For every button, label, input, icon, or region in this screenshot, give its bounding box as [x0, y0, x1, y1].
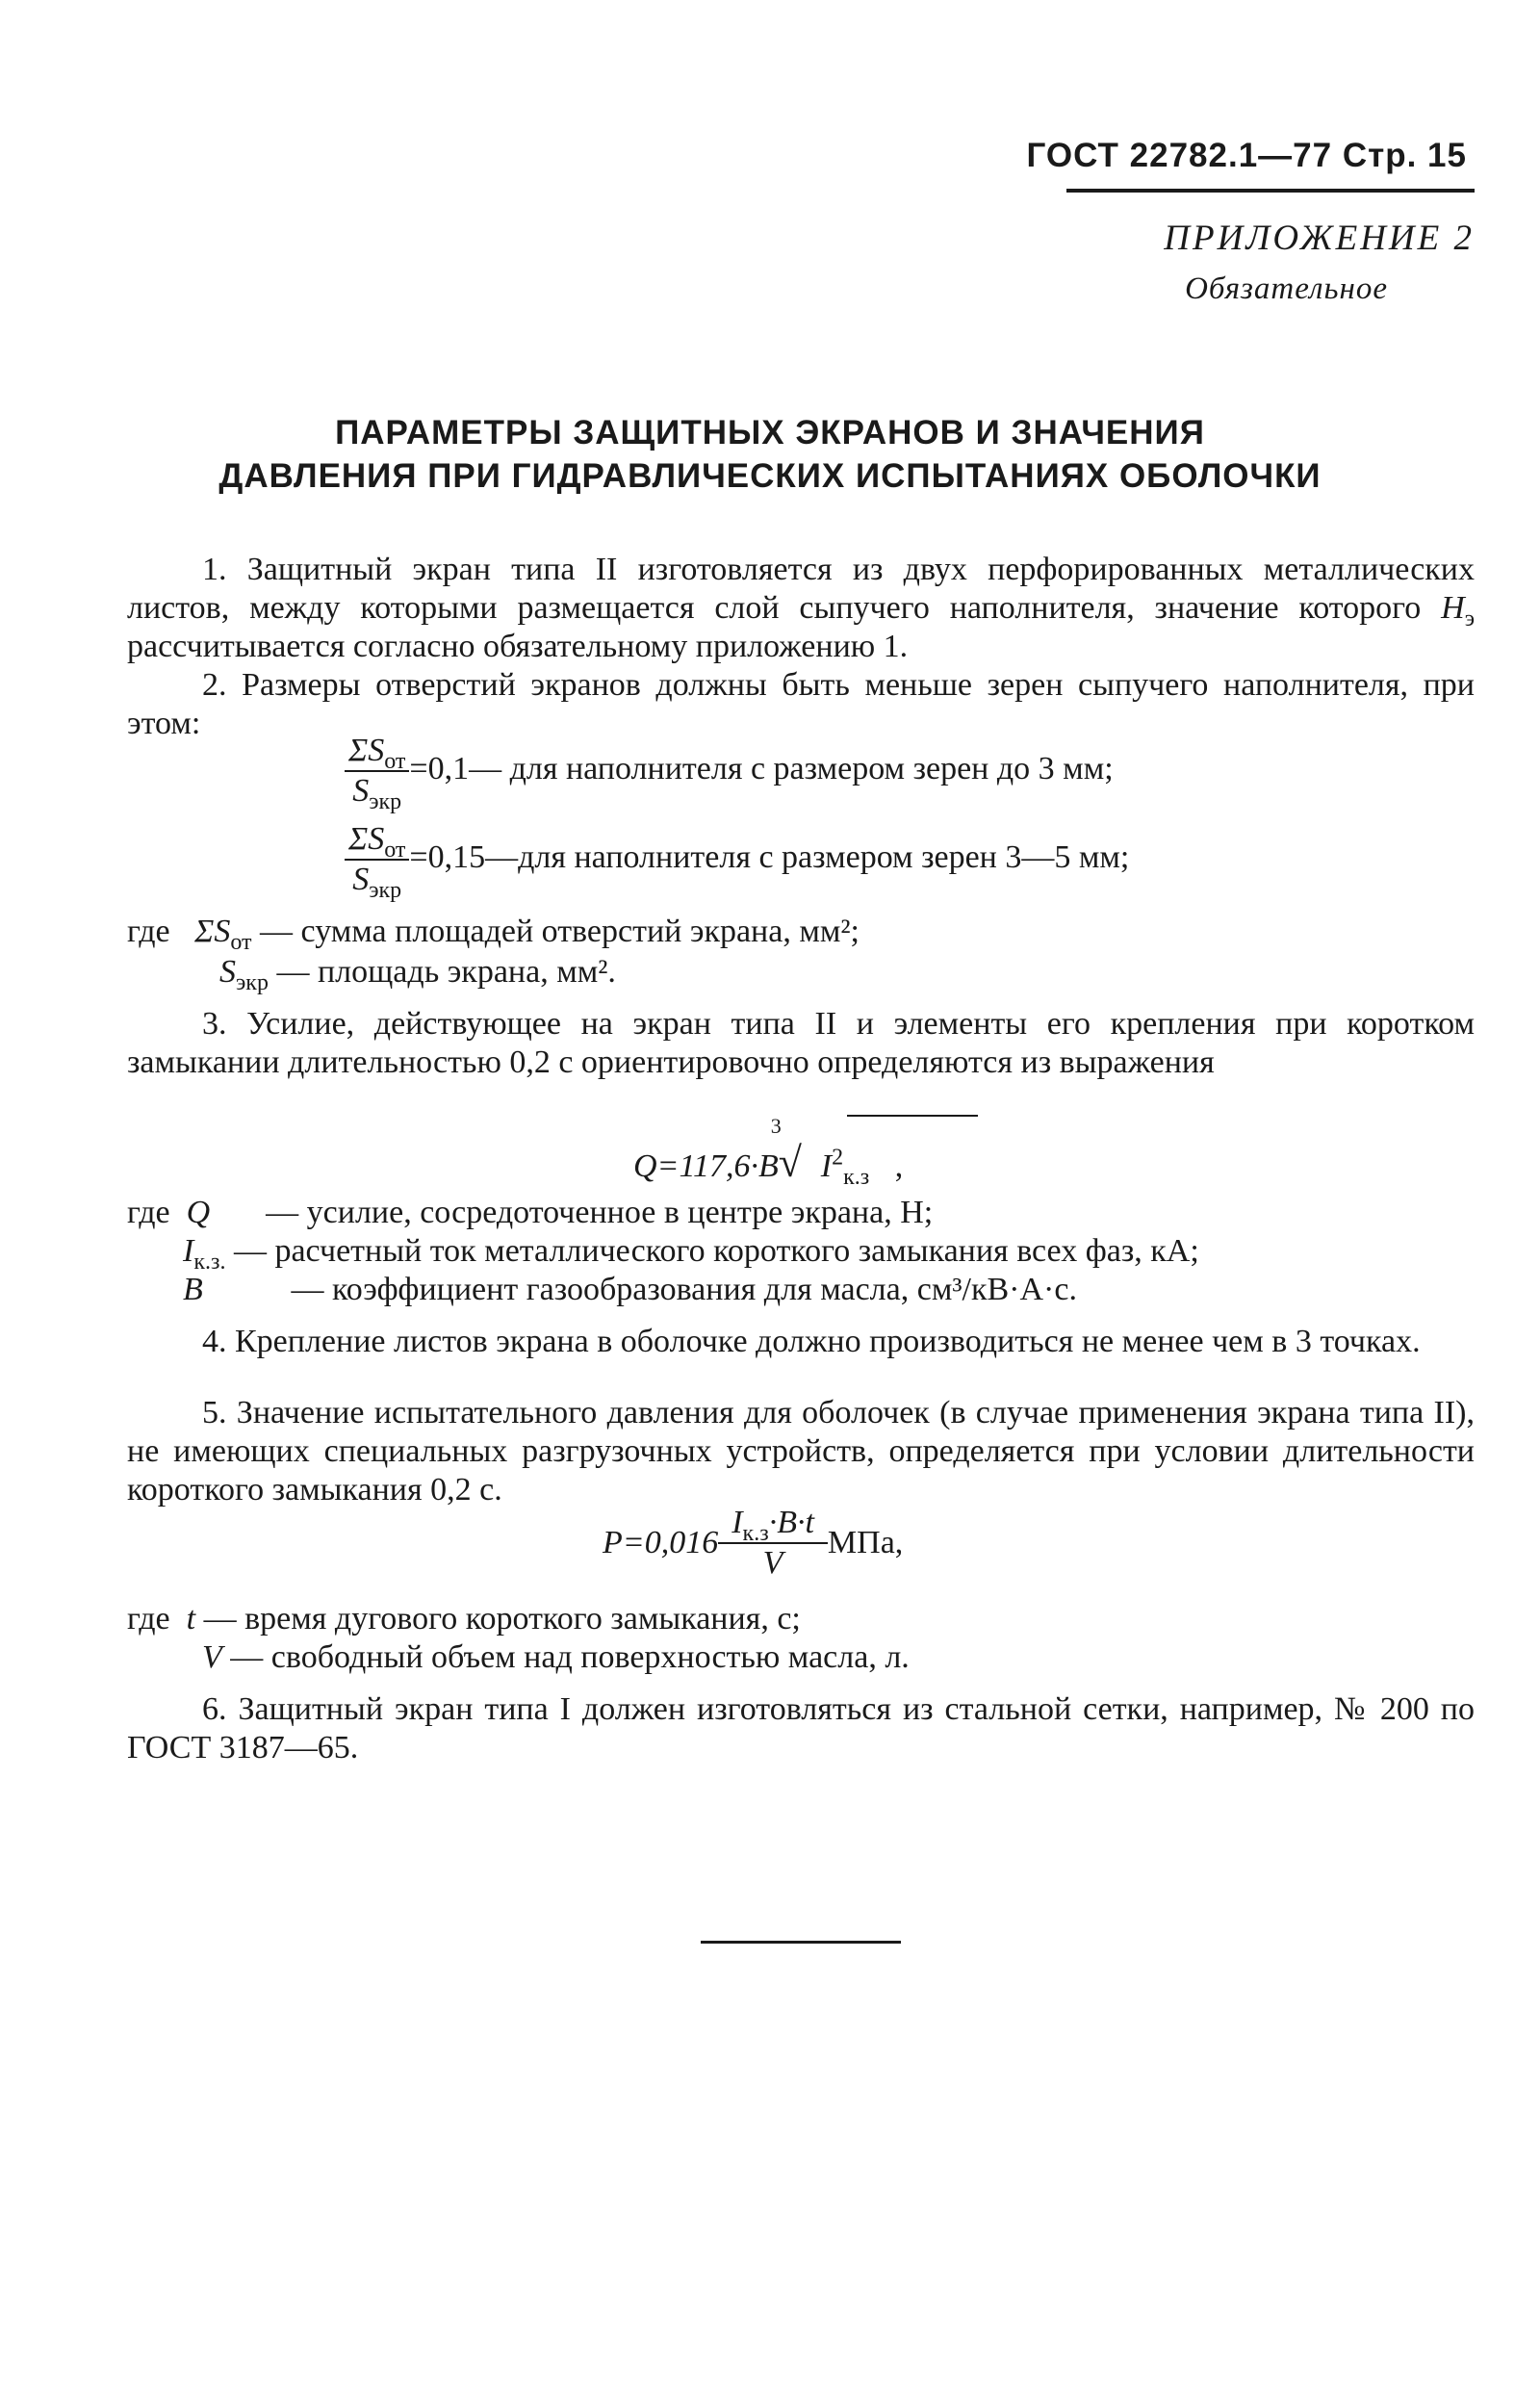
- b-symbol: B: [183, 1272, 203, 1307]
- screen-area-symbol-sub: экр: [236, 969, 269, 995]
- current-symbol-sub: к.з.: [193, 1249, 226, 1275]
- appendix-label: ПРИЛОЖЕНИЕ 2: [1164, 219, 1475, 258]
- screen-area-symbol: S: [219, 954, 236, 990]
- p1-symbol-sub: э: [1464, 606, 1476, 631]
- ratio-2-numerator: ΣS: [348, 821, 385, 857]
- appendix-status: Обязательное: [1185, 271, 1388, 306]
- pressure-numerator: I: [732, 1505, 743, 1540]
- v-symbol: V: [202, 1639, 222, 1675]
- p1-text-a: 1. Защитный экран типа II изготовляется из двух перфорированных металлических листов, между которыми размещается слой сыпучего наполнителя, значение которого: [127, 552, 1475, 626]
- paragraph-1: [127, 551, 1475, 666]
- pressure-numerator-sub: к.з: [742, 1520, 769, 1546]
- header-rule: [1066, 189, 1475, 193]
- definition-v: [202, 1638, 910, 1677]
- q-text: — усилие, сосредоточенное в центре экрана, Н;: [266, 1195, 934, 1230]
- p1-text-b: рассчитывается согласно обязательному приложению 1.: [127, 629, 909, 664]
- ratio-2-numerator-sub: от: [384, 837, 406, 863]
- definition-b: [183, 1271, 1077, 1309]
- pressure-lhs: P=0,016: [603, 1525, 719, 1560]
- paragraph-4: 4. Крепление листов экрана в оболочке должно производиться не менее чем в 3 точках.: [202, 1324, 1421, 1359]
- document-code-header: ГОСТ 22782.1—77 Стр. 15: [1026, 137, 1467, 174]
- paragraph-2: 2. Размеры отверстий экранов должны быть меньше зерен сыпучего наполнителя, при этом:: [127, 667, 1475, 741]
- ratio-2-condition: =0,15—для наполнителя с размером зерен 3—5 мм;: [409, 838, 1130, 875]
- radicand-sup: 2: [832, 1145, 844, 1171]
- radical-overline: [847, 1115, 978, 1117]
- ratio-2-denominator-sub: экр: [369, 877, 402, 903]
- pressure-unit: МПа,: [827, 1525, 904, 1560]
- sum-area-symbol-sub: от: [230, 929, 252, 955]
- radicand-sub: к.з: [843, 1164, 870, 1190]
- current-symbol: I: [183, 1233, 194, 1269]
- title-line-2: ДАВЛЕНИЯ ПРИ ГИДРАВЛИЧЕСКИХ ИСПЫТАНИЯХ ОБОЛОЧКИ: [218, 457, 1322, 495]
- formula-force-comma: ,: [894, 1148, 904, 1184]
- radical-sign: 3 √: [779, 1144, 804, 1186]
- ratio-1-condition: =0,1— для наполнителя с размером зерен до 3 мм;: [409, 750, 1114, 786]
- sum-area-text: — сумма площадей отверстий экрана, мм²;: [260, 914, 860, 949]
- ratio-1-fraction: [345, 732, 409, 814]
- current-text: — расчетный ток металлического короткого замыкания всех фаз, кА;: [233, 1233, 1199, 1269]
- ratio-1-numerator: ΣS: [348, 733, 385, 768]
- definition-screen-area: [219, 953, 616, 995]
- ratio-2-denominator: S: [352, 862, 370, 897]
- t-symbol: t: [186, 1601, 196, 1637]
- formula-pressure: [603, 1504, 903, 1583]
- paragraph-6: 6. Защитный экран типа I должен изготовляться из стальной сетки, например, № 200 по ГОСТ 3187—65.: [127, 1691, 1475, 1766]
- definition-q: [127, 1194, 933, 1232]
- where-word-3: где: [127, 1601, 170, 1637]
- p1-symbol: H: [1441, 590, 1465, 626]
- formula-ratio-1: [345, 732, 1114, 814]
- definition-sum-area: [127, 913, 860, 955]
- radical-index: 3: [770, 1114, 782, 1138]
- definition-t: [127, 1600, 801, 1638]
- ratio-1-denominator-sub: экр: [369, 788, 402, 814]
- ratio-1-denominator: S: [352, 773, 370, 809]
- ratio-2-fraction: [345, 820, 409, 903]
- paragraph-3: 3. Усилие, действующее на экран типа II и элементы его крепления при коротком замыкании длительностью 0,2 с ориентировочно определяются из выражения: [127, 1006, 1475, 1080]
- formula-force: [633, 1114, 904, 1190]
- screen-area-text: — площадь экрана, мм².: [276, 954, 616, 990]
- q-symbol: Q: [186, 1195, 211, 1230]
- pressure-denominator: V: [762, 1545, 783, 1581]
- paragraph-5: 5. Значение испытательного давления для оболочек (в случае применения экрана типа II), не имеющих специальных разгрузочных устройств, определяется при условии длительности короткого замыкания 0,2 с.: [127, 1395, 1475, 1508]
- sum-area-symbol: ΣS: [194, 914, 231, 949]
- radicand: $I^2_{к.з}$: [820, 1145, 870, 1190]
- formula-ratio-2: [345, 820, 1130, 903]
- ratio-1-numerator-sub: от: [384, 748, 406, 774]
- definition-current: [183, 1232, 1199, 1275]
- title-line-1: ПАРАМЕТРЫ ЗАЩИТНЫХ ЭКРАНОВ И ЗНАЧЕНИЯ: [335, 414, 1205, 451]
- b-text: — коэффициент газообразования для масла, см³/кВ·А·с.: [291, 1272, 1077, 1307]
- pressure-numerator-tail: ·B·t: [768, 1505, 814, 1540]
- force-formula-lhs: Q=117,6·B: [633, 1148, 779, 1184]
- where-word-2: где: [127, 1195, 170, 1230]
- pressure-fraction: [718, 1504, 828, 1583]
- v-text: — свободный объем над поверхностью масла, л.: [230, 1639, 910, 1675]
- t-text: — время дугового короткого замыкания, с;: [203, 1601, 801, 1637]
- end-rule: [701, 1941, 901, 1944]
- where-word: где: [127, 914, 170, 949]
